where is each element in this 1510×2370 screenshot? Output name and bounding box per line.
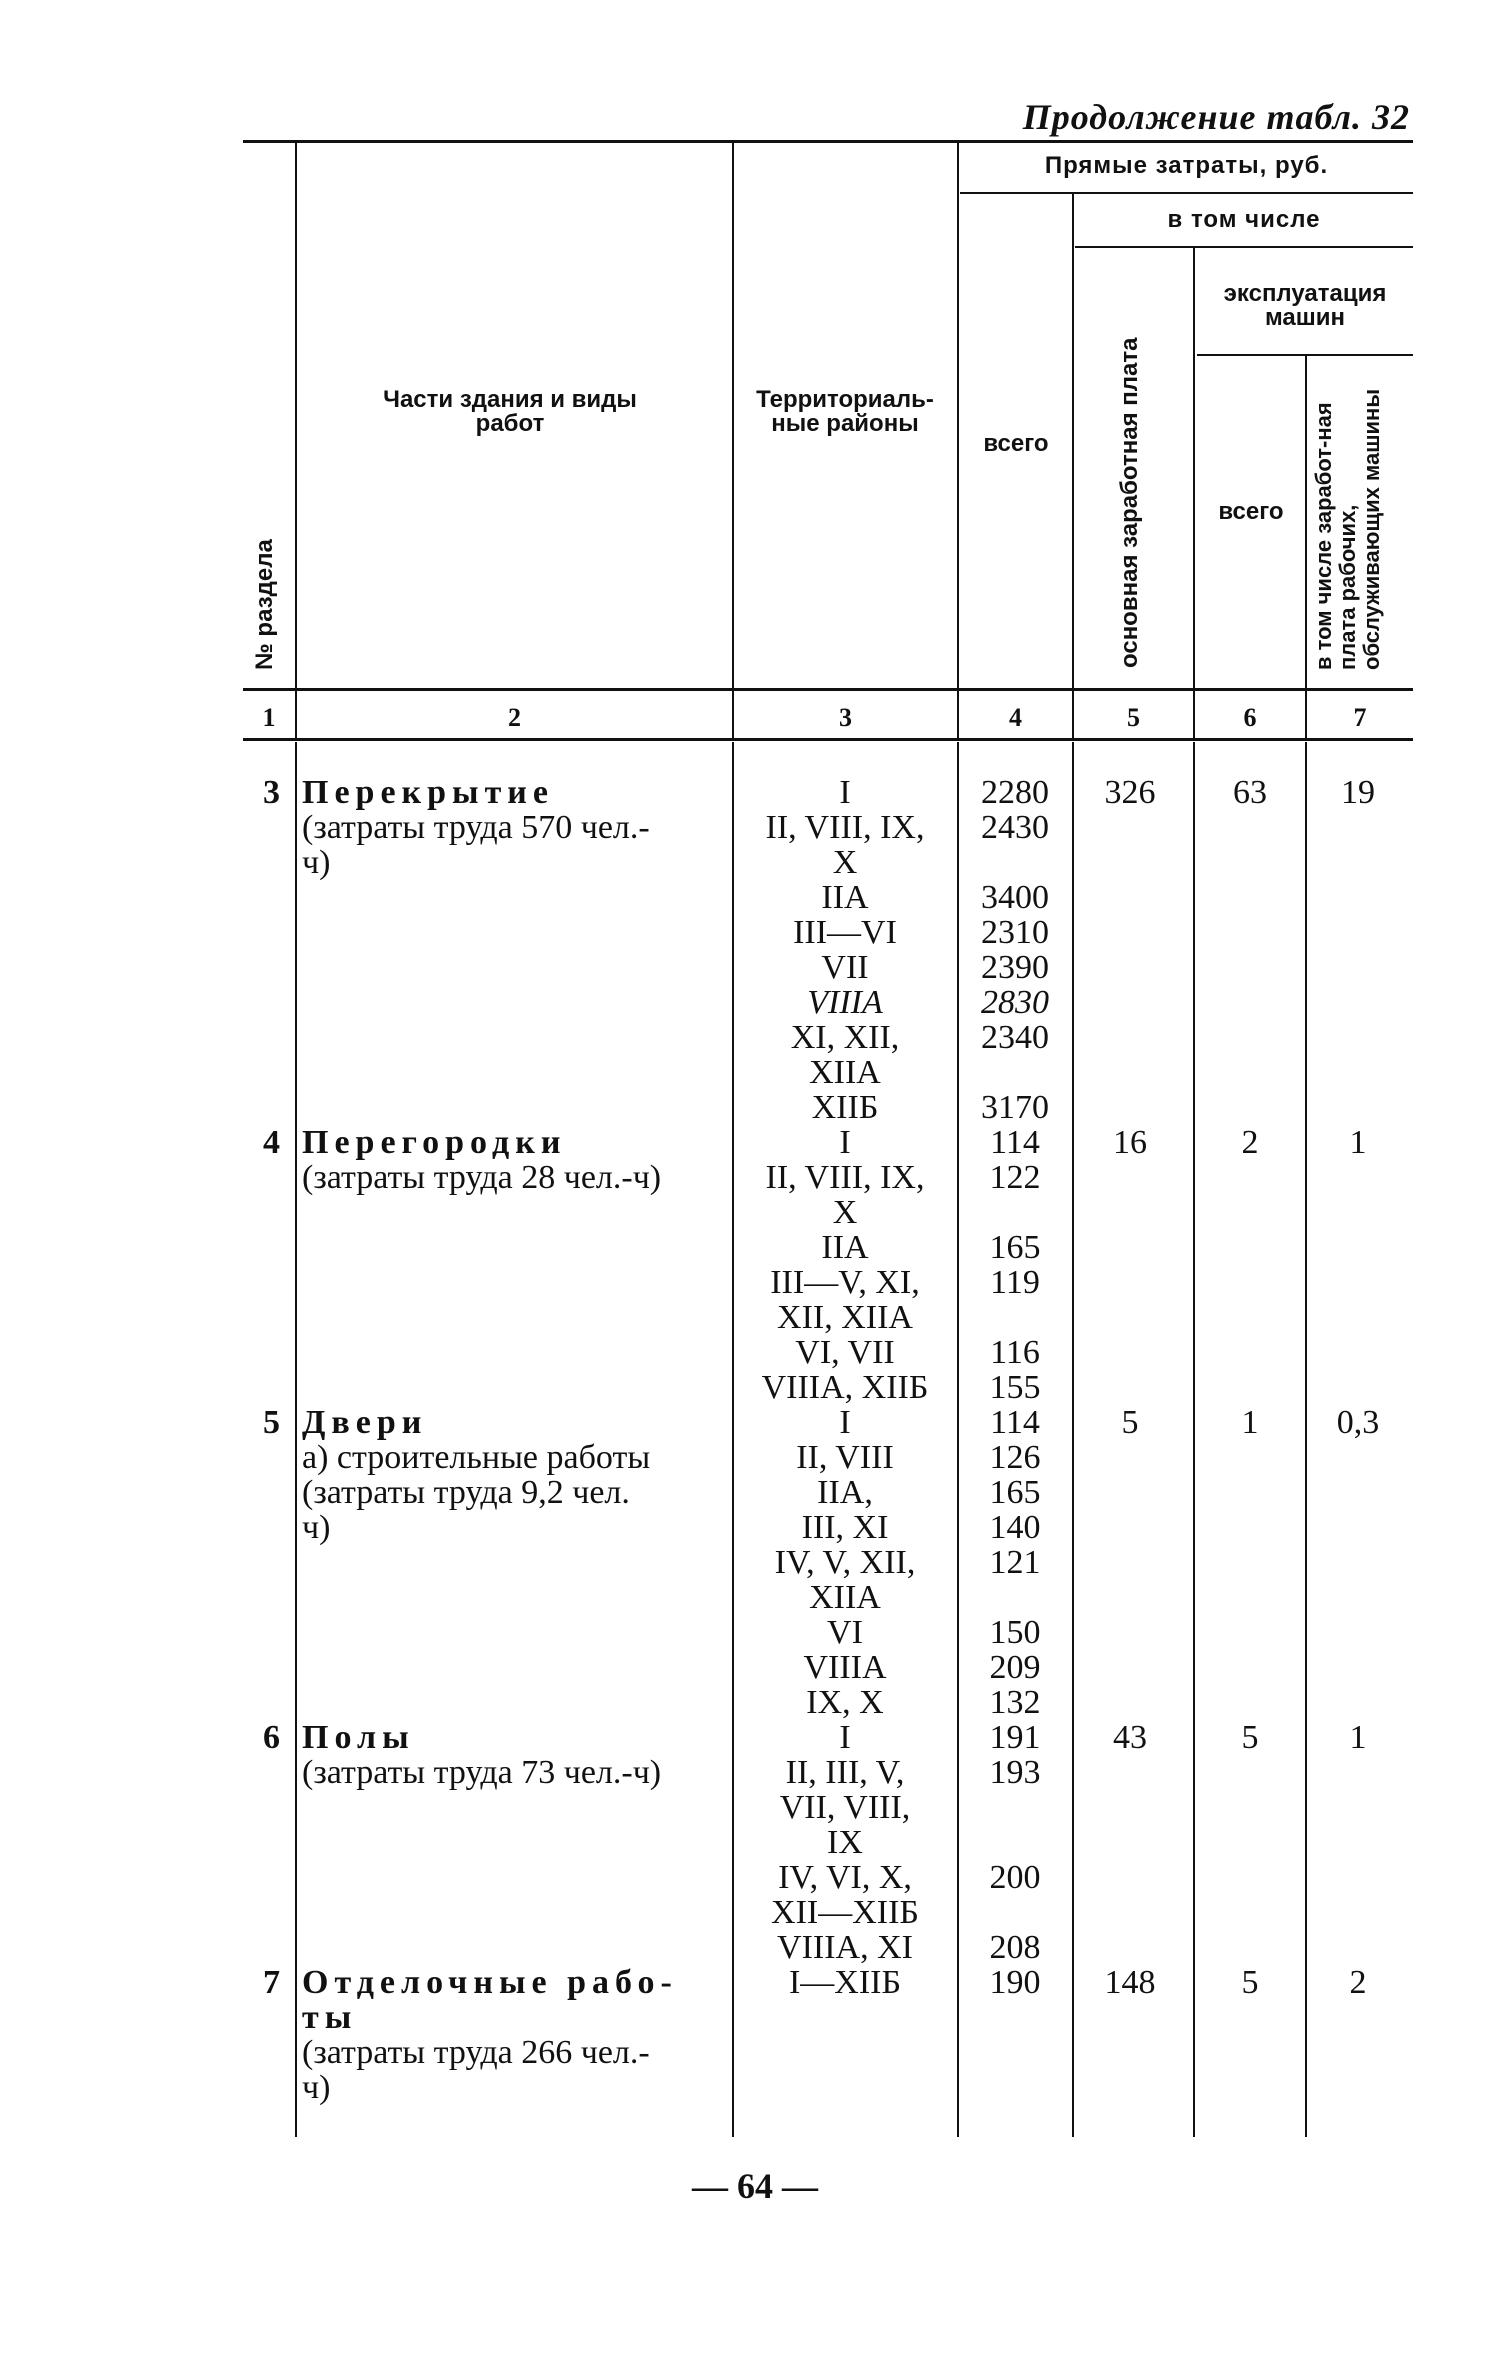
row-5-region-1: I — [839, 1404, 851, 1441]
vrule-1 — [295, 140, 297, 740]
row-6-region-6: XII—XIIБ — [771, 1894, 919, 1931]
header-base-wage: основная заработная плата — [1116, 337, 1143, 668]
row-5-region-5: IV, V, XII, — [774, 1544, 916, 1581]
row-7-desc-2: ч) — [302, 2069, 331, 2106]
row-6-region-5: IV, VI, X, — [778, 1859, 912, 1896]
colnum-5: 5 — [1127, 703, 1140, 732]
row-6-totals — [960, 1720, 1070, 1965]
rule-header-bottom — [243, 688, 1413, 691]
row-4-total-5: 119 — [990, 1264, 1040, 1301]
row-7-totals — [960, 1965, 1070, 2000]
row-4-total-1: 114 — [990, 1124, 1040, 1161]
row-3-region-1: I — [839, 774, 851, 811]
row-3-total-2: 2430 — [981, 809, 1049, 846]
rule-colnum-bottom — [243, 738, 1413, 741]
row-4-total-3 — [960, 1195, 1070, 1230]
row-5-title: Двери — [302, 1404, 428, 1441]
row-3-total-1: 2280 — [981, 774, 1049, 811]
row-7-base-wage: 148 — [1104, 1964, 1156, 2001]
row-7-desc-1: (затраты труда 266 чел.- — [302, 2034, 650, 2071]
row-4-regions — [735, 1125, 955, 1405]
row-5-total-6 — [960, 1580, 1070, 1615]
header-machine-wage: в том числе заработ-ная плата рабочих, обслуживающих машины — [1311, 388, 1384, 670]
row-4-region-8: VIIIА, XIIБ — [761, 1369, 929, 1406]
row-7-region-1: I—XIIБ — [788, 1964, 902, 2001]
row-3-total-9 — [960, 1055, 1070, 1090]
row-4-machine-total: 2 — [1241, 1124, 1259, 1161]
row-5-total-4: 140 — [989, 1509, 1041, 1546]
row-5-base-wage: 5 — [1121, 1404, 1139, 1441]
row-5-desc-1: а) строительные работы — [302, 1439, 651, 1476]
table-caption: Продолжение табл. 32 — [1022, 97, 1410, 137]
row-7-part — [302, 1965, 742, 2105]
header-parts: Части здания и виды работ — [383, 386, 637, 437]
colnum-2: 2 — [508, 703, 521, 732]
row-5-region-3: IIА, — [817, 1474, 873, 1511]
header-section-no: № раздела — [251, 539, 278, 670]
row-7-machine-wage: 2 — [1349, 1964, 1367, 2001]
row-5-region-9: IX, X — [806, 1684, 884, 1721]
row-3-region-4: IIА — [821, 879, 869, 916]
row-4-total-2: 122 — [989, 1159, 1041, 1196]
header-regions: Территориаль-ные районы — [756, 386, 934, 437]
header-including: в том числе — [1167, 206, 1321, 233]
row-3-totals — [960, 775, 1070, 1125]
row-7-total-1: 190 — [989, 1964, 1041, 2001]
row-4-part — [302, 1125, 742, 1195]
row-4-section: 4 — [263, 1124, 280, 1161]
row-3-region-7: VIIIА — [807, 984, 883, 1021]
row-5-totals — [960, 1405, 1070, 1720]
vrule-3 — [957, 140, 959, 740]
colnum-6: 6 — [1243, 703, 1257, 732]
vrule-6 — [1305, 356, 1307, 740]
header-machine-operation: эксплуатация машин — [1223, 280, 1387, 331]
row-3-total-3 — [960, 845, 1070, 880]
row-5-total-1: 114 — [990, 1404, 1040, 1441]
row-3-total-7: 2830 — [981, 984, 1049, 1021]
row-4-region-3: X — [832, 1194, 858, 1231]
row-4-region-1: I — [839, 1124, 851, 1161]
row-3-section: 3 — [263, 774, 280, 811]
row-6-total-3 — [960, 1790, 1070, 1825]
row-3-regions — [735, 775, 955, 1125]
vrule-4 — [1072, 194, 1074, 740]
row-6-region-4: IX — [827, 1824, 863, 1861]
row-7-regions — [735, 1965, 955, 2000]
row-4-title: Перегородки — [302, 1124, 567, 1161]
row-6-total-4 — [960, 1825, 1070, 1860]
row-4-base-wage: 16 — [1113, 1124, 1147, 1161]
row-7-title-2: ты — [302, 1999, 358, 2036]
row-4-total-6 — [960, 1300, 1070, 1335]
row-3-part — [302, 775, 742, 880]
row-5-total-7: 150 — [989, 1614, 1041, 1651]
row-4-machine-wage: 1 — [1349, 1124, 1367, 1161]
rule-top — [243, 140, 1413, 143]
row-4-region-2: II, VIII, IX, — [765, 1159, 925, 1196]
row-3-desc-1: (затраты труда 570 чел.- — [302, 809, 650, 846]
row-6-machine-total: 5 — [1241, 1719, 1259, 1756]
row-4-region-6: XII, XIIА — [777, 1299, 913, 1336]
header-total: всего — [983, 430, 1049, 457]
row-6-total-1: 191 — [989, 1719, 1041, 1756]
row-5-region-8: VIIIА — [803, 1649, 887, 1686]
row-4-desc-1: (затраты труда 28 чел.-ч) — [302, 1159, 662, 1196]
row-3-total-6: 2390 — [981, 949, 1049, 986]
row-5-region-6: XIIА — [809, 1579, 881, 1616]
vrule-body-6 — [1305, 742, 1307, 2137]
row-4-region-7: VI, VII — [795, 1334, 895, 1371]
row-6-total-2: 193 — [989, 1754, 1041, 1791]
row-3-region-3: X — [832, 844, 858, 881]
rule-including — [1075, 246, 1413, 248]
row-6-base-wage: 43 — [1113, 1719, 1147, 1756]
row-5-machine-total: 1 — [1241, 1404, 1259, 1441]
row-5-total-8: 209 — [989, 1649, 1041, 1686]
row-5-region-4: III, XI — [801, 1509, 889, 1546]
row-5-total-9: 132 — [989, 1684, 1041, 1721]
row-3-base-wage: 326 — [1104, 774, 1156, 811]
row-5-total-2: 126 — [989, 1439, 1041, 1476]
row-6-regions — [735, 1720, 955, 1965]
row-6-total-6 — [960, 1895, 1070, 1930]
row-3-region-9: XIIА — [809, 1054, 881, 1091]
colnum-3: 3 — [839, 703, 852, 732]
row-6-total-7: 208 — [989, 1929, 1041, 1966]
row-6-region-1: I — [839, 1719, 851, 1756]
row-7-section: 7 — [263, 1964, 280, 2001]
row-6-part — [302, 1720, 742, 1790]
colnum-7: 7 — [1353, 703, 1367, 732]
row-6-machine-wage: 1 — [1349, 1719, 1367, 1756]
row-5-region-7: VI — [827, 1614, 863, 1651]
page-number: — 64 — — [692, 2166, 818, 2206]
row-4-region-4: IIА — [821, 1229, 869, 1266]
row-3-region-10: XIIБ — [811, 1089, 879, 1126]
vrule-5 — [1193, 248, 1195, 740]
row-3-total-10: 3170 — [981, 1089, 1049, 1126]
row-3-total-4: 3400 — [981, 879, 1049, 916]
vrule-2 — [732, 140, 734, 740]
row-5-regions — [735, 1405, 955, 1720]
row-3-machine-wage: 19 — [1341, 774, 1375, 811]
row-3-region-2: II, VIII, IX, — [765, 809, 925, 846]
row-7-machine-total: 5 — [1241, 1964, 1259, 2001]
row-4-region-5: III—V, XI, — [770, 1264, 920, 1301]
row-5-desc-3: ч) — [302, 1509, 331, 1546]
row-3-region-5: III—VI — [793, 914, 897, 951]
row-3-desc-2: ч) — [302, 844, 331, 881]
row-4-total-8: 155 — [989, 1369, 1041, 1406]
colnum-1: 1 — [262, 703, 276, 732]
row-5-part — [302, 1405, 742, 1545]
row-3-region-6: VII — [821, 949, 869, 986]
row-5-region-2: II, VIII — [796, 1439, 894, 1476]
header-direct-costs: Прямые затраты, руб. — [1044, 152, 1329, 179]
rule-direct-costs — [960, 192, 1413, 194]
row-6-title: Полы — [302, 1719, 415, 1756]
row-3-title: Перекрытие — [302, 774, 554, 811]
row-5-total-3: 165 — [989, 1474, 1041, 1511]
row-5-total-5: 121 — [989, 1544, 1041, 1581]
header-machine-total: всего — [1218, 498, 1284, 525]
row-4-totals — [960, 1125, 1070, 1405]
row-4-total-4: 165 — [989, 1229, 1041, 1266]
vrule-body-1 — [295, 742, 297, 2137]
row-5-machine-wage: 0,3 — [1336, 1404, 1380, 1441]
vrule-body-4 — [1072, 742, 1074, 2137]
row-6-region-2: II, III, V, — [785, 1754, 905, 1791]
row-4-total-7: 116 — [990, 1334, 1040, 1371]
row-6-region-3: VII, VIII, — [779, 1789, 911, 1826]
vrule-body-3 — [957, 742, 959, 2137]
row-7-title: Отделочные рабо- — [302, 1964, 678, 2001]
row-6-desc-1: (затраты труда 73 чел.-ч) — [302, 1754, 662, 1791]
row-5-desc-2: (затраты труда 9,2 чел. — [302, 1474, 630, 1511]
row-3-total-5: 2310 — [981, 914, 1049, 951]
row-3-region-8: XI, XII, — [790, 1019, 900, 1056]
row-3-total-8: 2340 — [981, 1019, 1049, 1056]
row-6-region-7: VIIIА, XI — [777, 1929, 913, 1966]
row-3-machine-total: 63 — [1233, 774, 1267, 811]
row-5-section: 5 — [263, 1404, 280, 1441]
row-6-total-5: 200 — [989, 1859, 1041, 1896]
row-6-section: 6 — [263, 1719, 280, 1756]
colnum-4: 4 — [1009, 703, 1022, 732]
